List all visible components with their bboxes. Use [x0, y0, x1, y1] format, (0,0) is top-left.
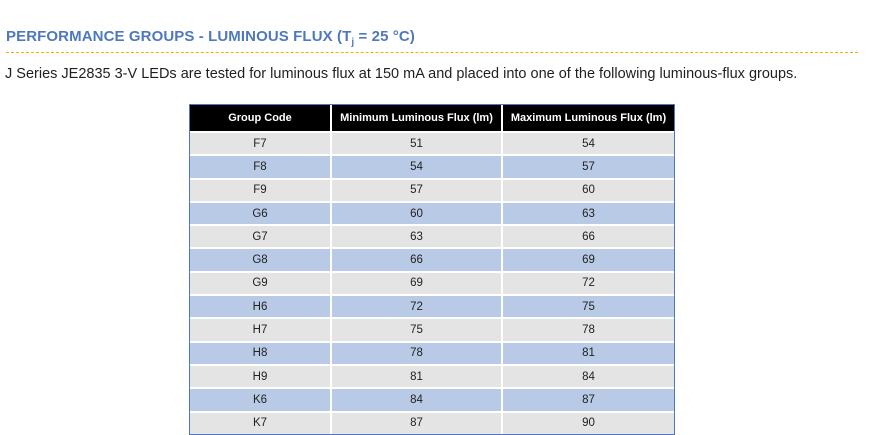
- group-code-cell: G8: [190, 248, 331, 271]
- min-flux-cell: 75: [331, 318, 502, 341]
- table-row: [190, 179, 674, 202]
- max-flux-cell: 78: [502, 318, 674, 341]
- group-code-cell: F9: [190, 179, 331, 202]
- max-flux-cell: 84: [502, 365, 674, 388]
- header-max-flux: Maximum Luminous Flux (lm): [502, 105, 674, 132]
- intro-paragraph: J Series JE2835 3-V LEDs are tested for luminous flux at 150 mA and placed into one of the following luminous-flux groups.: [5, 66, 798, 82]
- table-row: [190, 155, 674, 178]
- luminous-flux-table: [190, 105, 674, 434]
- table-row: [190, 225, 674, 248]
- table-row: [190, 365, 674, 388]
- max-flux-cell: 72: [502, 272, 674, 295]
- group-code-cell: G7: [190, 225, 331, 248]
- group-code-cell: H7: [190, 318, 331, 341]
- table-row: [190, 295, 674, 318]
- group-code-cell: G6: [190, 202, 331, 225]
- heading-suffix: = 25 °C): [354, 28, 415, 45]
- table-header-row: [190, 105, 674, 132]
- max-flux-cell: 90: [502, 412, 674, 434]
- heading-prefix: PERFORMANCE GROUPS - LUMINOUS FLUX (T: [6, 28, 352, 45]
- min-flux-cell: 69: [331, 272, 502, 295]
- min-flux-cell: 78: [331, 342, 502, 365]
- header-group-code: Group Code: [190, 105, 331, 132]
- luminous-flux-table-container: [189, 104, 675, 435]
- heading-subscript: j: [351, 37, 355, 48]
- min-flux-cell: 60: [331, 202, 502, 225]
- min-flux-cell: 54: [331, 155, 502, 178]
- group-code-cell: K6: [190, 388, 331, 411]
- table-row: [190, 202, 674, 225]
- group-code-cell: K7: [190, 412, 331, 434]
- min-flux-cell: 51: [331, 132, 502, 155]
- max-flux-cell: 81: [502, 342, 674, 365]
- table-row: [190, 248, 674, 271]
- min-flux-cell: 84: [331, 388, 502, 411]
- table-body: [190, 132, 674, 434]
- group-code-cell: H6: [190, 295, 331, 318]
- table-row: [190, 342, 674, 365]
- group-code-cell: F7: [190, 132, 331, 155]
- min-flux-cell: 87: [331, 412, 502, 434]
- max-flux-cell: 57: [502, 155, 674, 178]
- table-row: [190, 388, 674, 411]
- max-flux-cell: 63: [502, 202, 674, 225]
- section-heading: [6, 28, 858, 53]
- table-row: [190, 272, 674, 295]
- max-flux-cell: 54: [502, 132, 674, 155]
- min-flux-cell: 72: [331, 295, 502, 318]
- max-flux-cell: 87: [502, 388, 674, 411]
- max-flux-cell: 66: [502, 225, 674, 248]
- table-row: [190, 318, 674, 341]
- min-flux-cell: 63: [331, 225, 502, 248]
- group-code-cell: H9: [190, 365, 331, 388]
- table-row: [190, 412, 674, 434]
- group-code-cell: G9: [190, 272, 331, 295]
- table-row: [190, 132, 674, 155]
- min-flux-cell: 57: [331, 179, 502, 202]
- max-flux-cell: 60: [502, 179, 674, 202]
- max-flux-cell: 69: [502, 248, 674, 271]
- max-flux-cell: 75: [502, 295, 674, 318]
- header-min-flux: Minimum Luminous Flux (lm): [331, 105, 502, 132]
- min-flux-cell: 81: [331, 365, 502, 388]
- group-code-cell: H8: [190, 342, 331, 365]
- min-flux-cell: 66: [331, 248, 502, 271]
- group-code-cell: F8: [190, 155, 331, 178]
